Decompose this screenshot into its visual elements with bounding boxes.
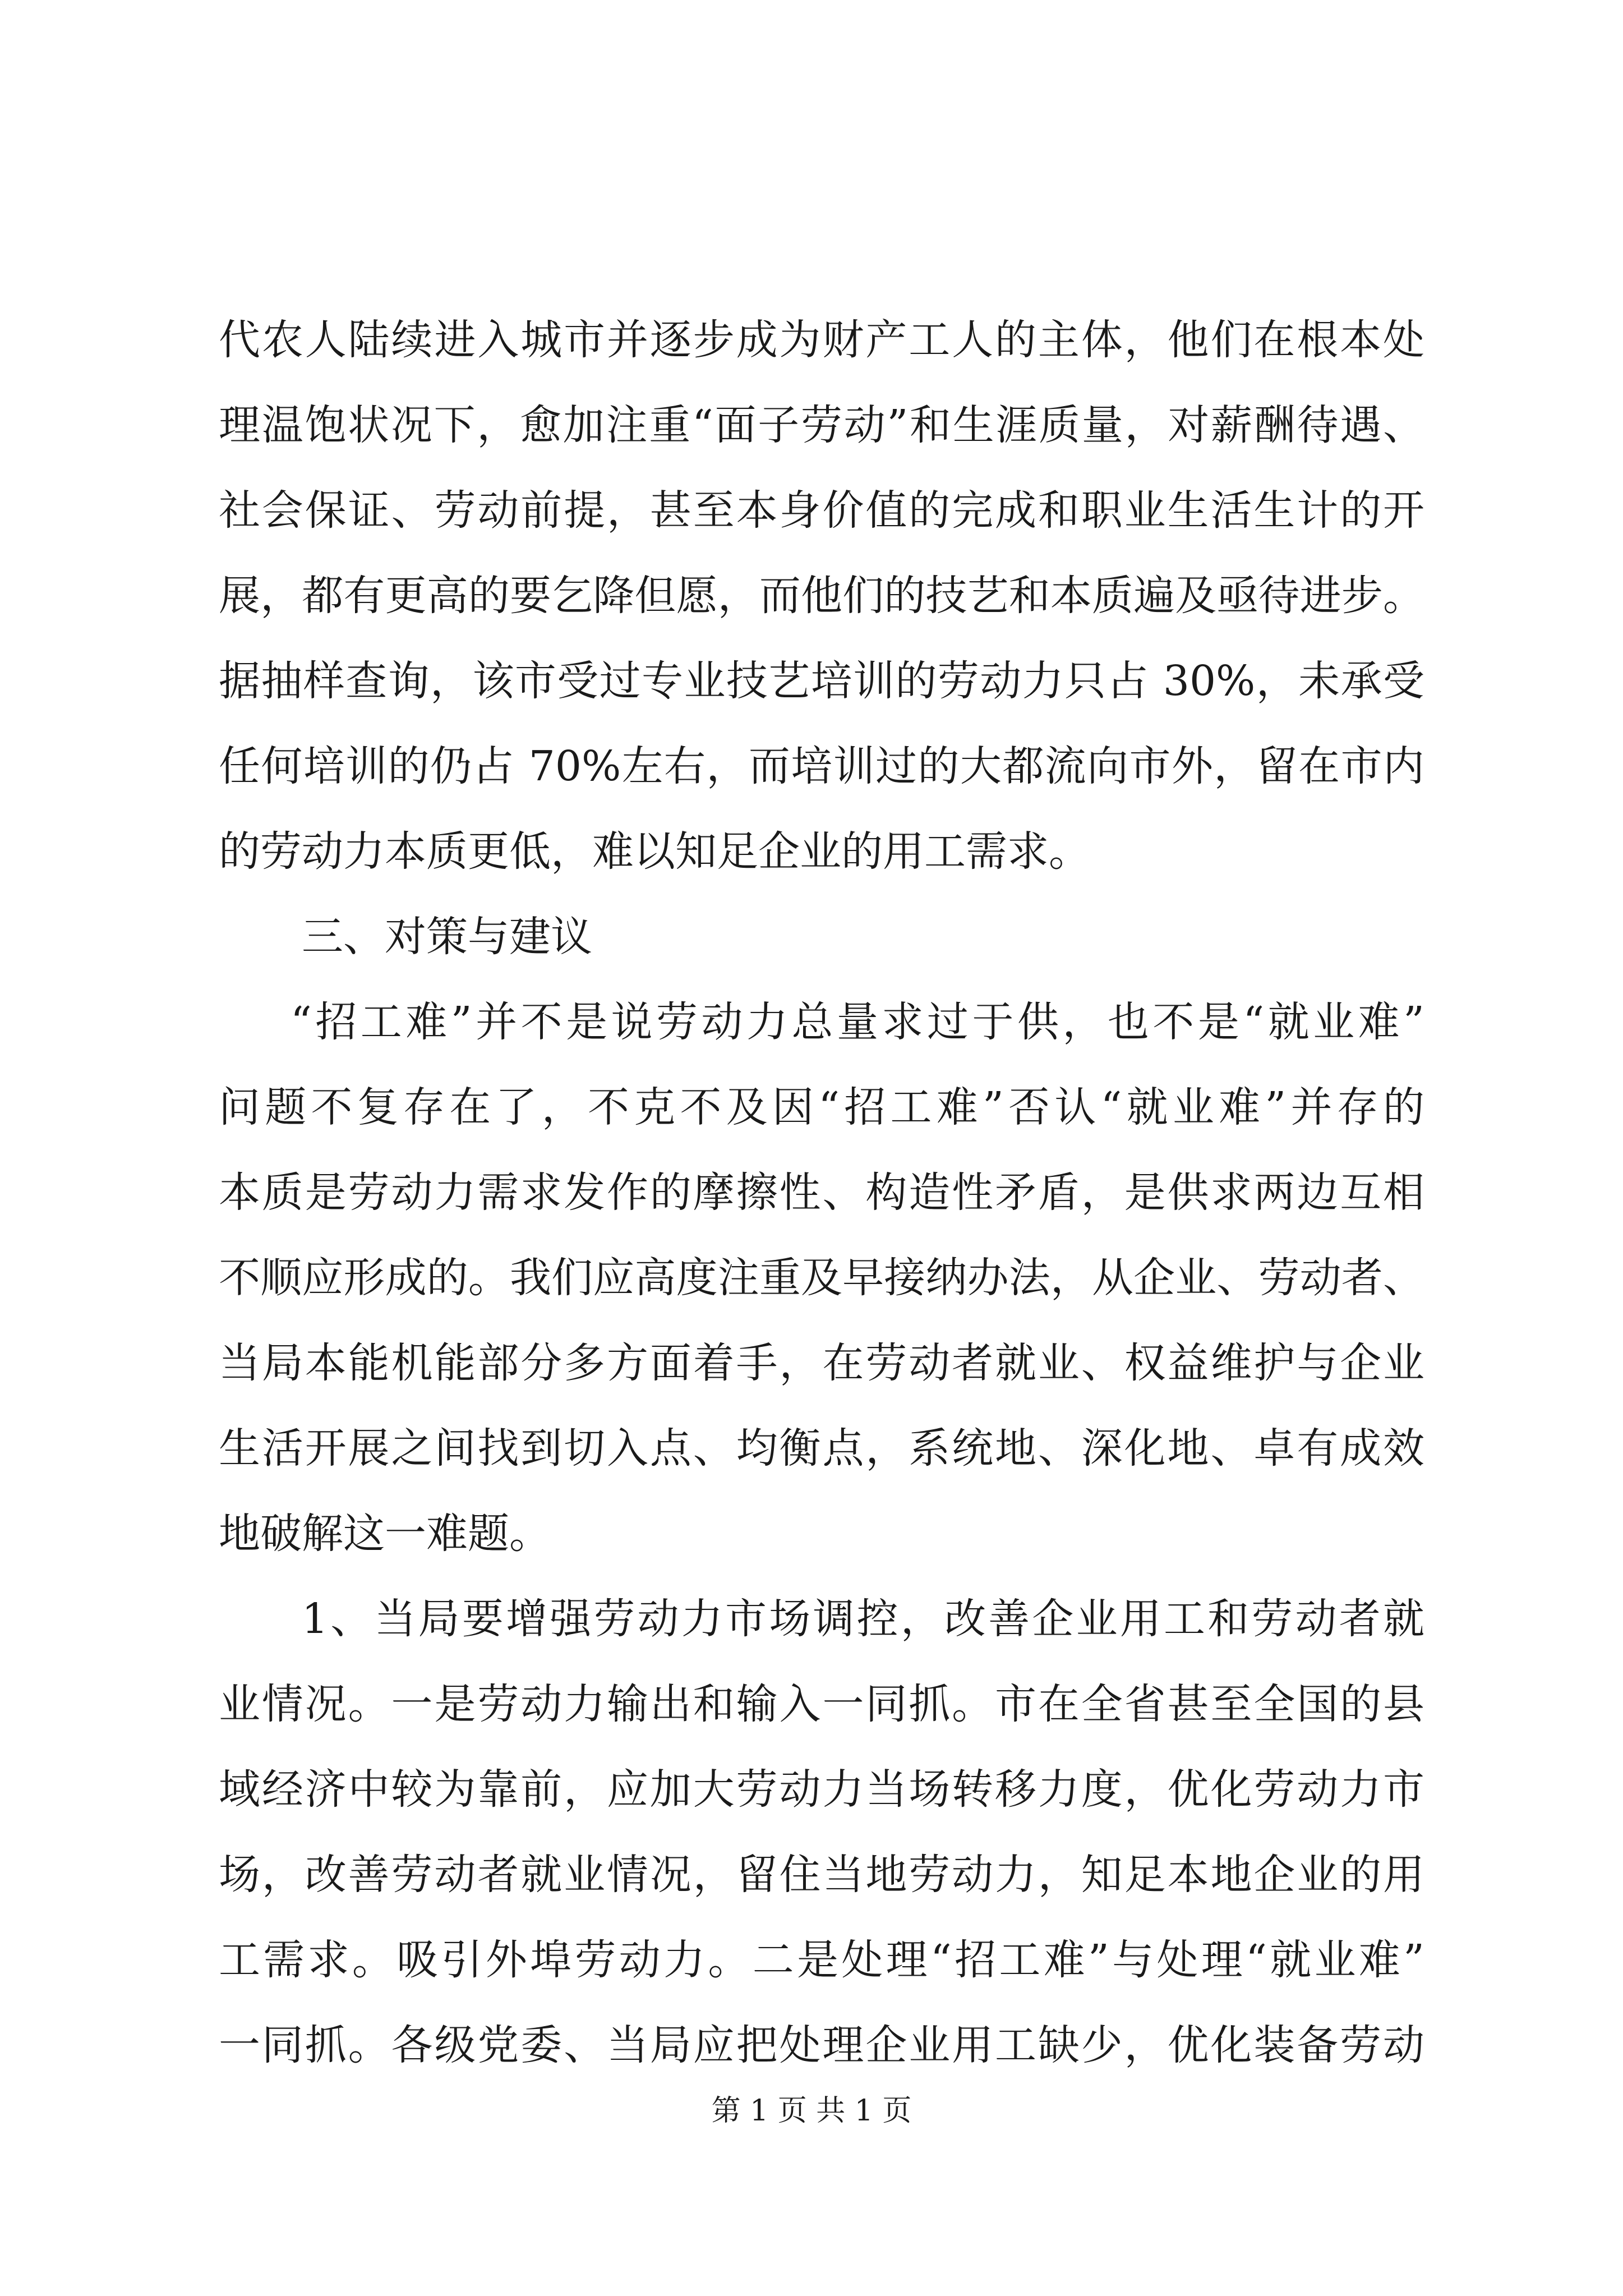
text-line: 代农人陆续进入城市并逐步成为财产工人的主体，他们在根本处 <box>219 316 1424 364</box>
section-heading: 三、对策与建议 <box>302 913 592 961</box>
text-line: 的劳动力本质更低，难以知足企业的用工需求。 <box>219 827 1090 876</box>
text-line: 地破解这一难题。 <box>219 1510 551 1558</box>
text-line: 问题不复存在了，不克不及因“招工难”否认“就业难”并存的 <box>219 1083 1424 1131</box>
text-line: 据抽样查询，该市受过专业技艺培训的劳动力只占 30%，未承受 <box>219 657 1424 705</box>
text-line: 不顺应形成的。我们应高度注重及早接纳办法，从企业、劳动者、 <box>219 1254 1424 1302</box>
page-number-label: 第 1 页 共 1 页 <box>711 2094 912 2128</box>
text-line: 1、当局要增强劳动力市场调控，改善企业用工和劳动者就 <box>302 1595 1424 1643</box>
text-line: 业情况。一是劳动力输出和输入一同抓。市在全省甚至全国的县 <box>219 1680 1424 1728</box>
text-line: “招工难”并不是说劳动力总量求过于供，也不是“就业难” <box>291 998 1424 1046</box>
text-line: 当局本能机能部分多方面着手，在劳动者就业、权益维护与企业 <box>219 1339 1424 1387</box>
text-line: 理温饱状况下，愈加注重“面子劳动”和生涯质量，对薪酬待遇、 <box>219 401 1424 449</box>
text-line: 场，改善劳动者就业情况，留住当地劳动力，知足本地企业的用 <box>219 1851 1424 1899</box>
text-line: 域经济中较为靠前，应加大劳动力当场转移力度，优化劳动力市 <box>219 1765 1424 1814</box>
text-line: 工需求。吸引外埠劳动力。二是处理“招工难”与处理“就业难” <box>219 1936 1424 1984</box>
page-footer <box>0 2091 1623 2131</box>
document-body <box>219 297 1424 2088</box>
text-line: 社会保证、劳动前提，甚至本身价值的完成和职业生活生计的开 <box>219 486 1424 535</box>
text-line: 一同抓。各级党委、当局应把处理企业用工缺少，优化装备劳动 <box>219 2021 1424 2069</box>
text-line: 生活开展之间找到切入点、均衡点，系统地、深化地、卓有成效 <box>219 1424 1424 1473</box>
text-line: 展，都有更高的要乞降但愿，而他们的技艺和本质遍及亟待进步。 <box>219 572 1424 620</box>
text-line: 任何培训的仍占 70%左右，而培训过的大都流向市外，留在市内 <box>219 742 1424 790</box>
text-line: 本质是劳动力需求发作的摩擦性、构造性矛盾，是供求两边互相 <box>219 1168 1424 1217</box>
